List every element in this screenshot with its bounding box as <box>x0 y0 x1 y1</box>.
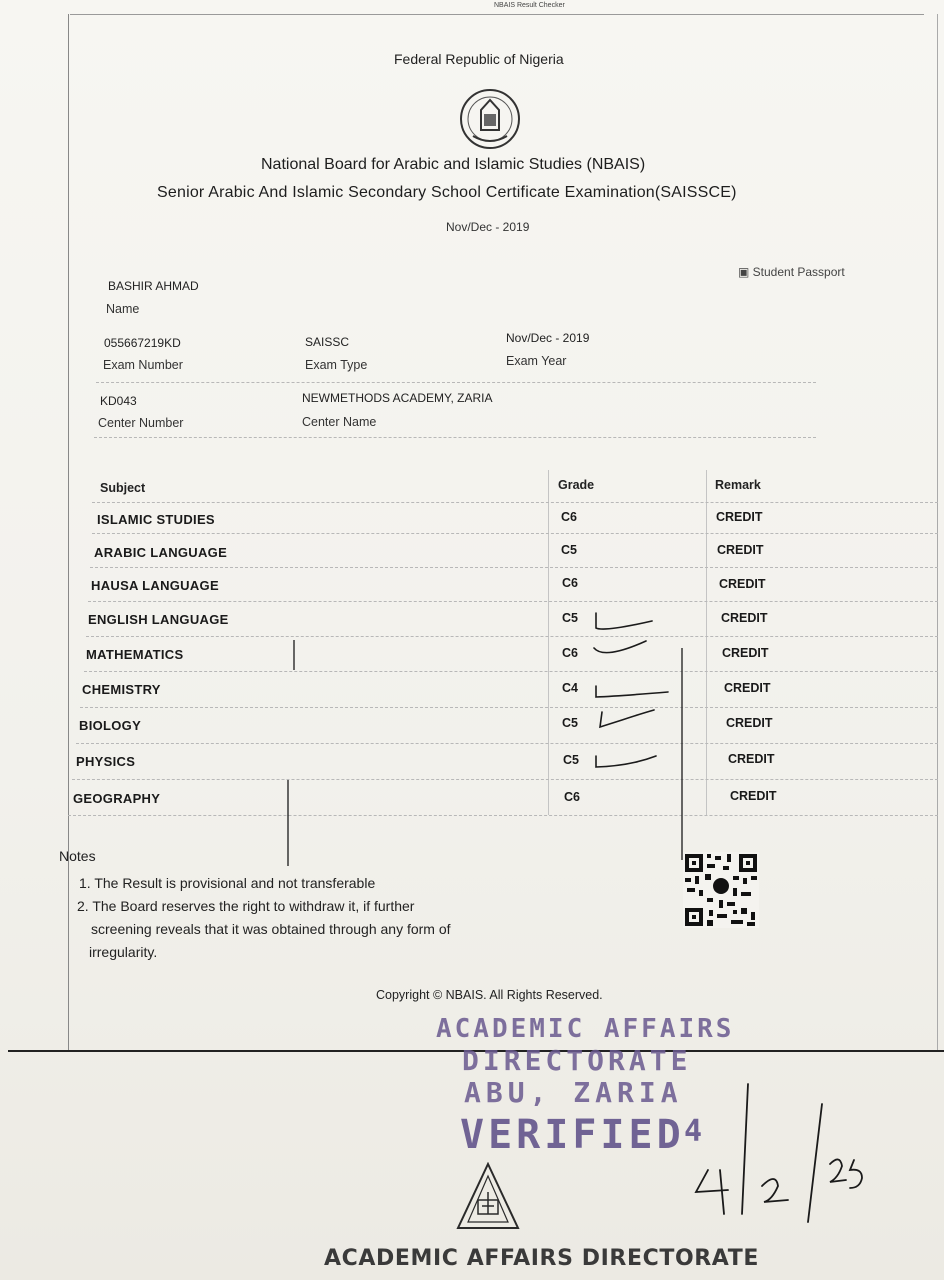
remark-header: Remark <box>715 478 761 492</box>
row-divider <box>92 502 938 503</box>
note-item: 1. The Result is provisional and not transferable <box>79 875 376 891</box>
center-number-label: Center Number <box>98 416 184 430</box>
country-title: Federal Republic of Nigeria <box>394 51 564 67</box>
passport-alt-text: Student Passport <box>752 265 845 279</box>
exam-title: Senior Arabic And Islamic Secondary School Certificate Examination(SAISSCE) <box>157 184 737 201</box>
center-name-label: Center Name <box>302 415 377 429</box>
table-row-remark: CREDIT <box>728 752 775 766</box>
table-row-remark: CREDIT <box>719 577 766 591</box>
row-divider <box>72 779 938 780</box>
table-row-remark: CREDIT <box>722 646 769 660</box>
right-border <box>937 14 938 1050</box>
table-row-remark: CREDIT <box>716 510 763 524</box>
table-row-subject: CHEMISTRY <box>82 682 161 697</box>
name-label: Name <box>106 302 140 316</box>
table-row-remark: CREDIT <box>717 543 764 557</box>
center-name: NEWMETHODS ACADEMY, ZARIA <box>302 391 493 405</box>
handwritten-signature <box>690 1074 890 1224</box>
table-row-grade: C6 <box>562 576 578 590</box>
grade-column-border <box>548 470 549 815</box>
verification-stamp-line1: ACADEMIC AFFAIRS <box>436 1014 735 1044</box>
table-row-subject: ISLAMIC STUDIES <box>97 512 215 527</box>
verified-stamp: VERIFIED <box>460 1112 685 1158</box>
table-row-remark: CREDIT <box>730 789 777 803</box>
row-divider <box>86 636 938 637</box>
divider <box>96 382 816 383</box>
exam-year-label: Exam Year <box>506 354 567 368</box>
table-row-grade: C5 <box>562 611 578 625</box>
table-row-grade: C5 <box>562 716 578 730</box>
nbais-logo-icon <box>459 88 521 150</box>
board-name: National Board for Arabic and Islamic Studies (NBAIS) <box>261 156 646 173</box>
row-divider <box>90 567 938 568</box>
table-row-subject: PHYSICS <box>76 754 136 769</box>
remark-column-border <box>706 470 707 815</box>
table-row-subject: HAUSA LANGUAGE <box>91 578 219 593</box>
grade-header: Grade <box>558 478 595 492</box>
note-item: irregularity. <box>89 944 158 960</box>
center-number: KD043 <box>100 394 137 408</box>
row-divider <box>88 601 938 602</box>
table-row-grade: C6 <box>564 790 580 804</box>
exam-number-label: Exam Number <box>103 358 183 372</box>
table-row-grade: C6 <box>561 510 577 524</box>
exam-number: 055667219KD <box>104 336 181 350</box>
exam-year: Nov/Dec - 2019 <box>506 331 590 345</box>
row-divider <box>80 707 938 708</box>
exam-type-label: Exam Type <box>305 358 368 372</box>
stamp-mark: 4 <box>684 1114 703 1149</box>
row-divider <box>92 533 938 534</box>
table-row-grade: C5 <box>563 753 579 767</box>
row-divider <box>76 743 938 744</box>
exam-session: Nov/Dec - 2019 <box>446 220 530 234</box>
candidate-name: BASHIR AHMAD <box>108 279 199 293</box>
table-row-subject: MATHEMATICS <box>86 647 184 662</box>
table-row-subject: BIOLOGY <box>79 718 142 733</box>
table-row-remark: CREDIT <box>721 611 768 625</box>
table-row-grade: C4 <box>562 681 578 695</box>
top-border <box>70 14 924 15</box>
verification-stamp-line3: ABU, ZARIA <box>464 1076 683 1109</box>
footer-title: ACADEMIC AFFAIRS DIRECTORATE <box>324 1246 759 1271</box>
divider <box>94 437 816 438</box>
left-border <box>68 14 69 1050</box>
verification-stamp-line2: DIRECTORATE <box>462 1044 692 1077</box>
note-item: 2. The Board reserves the right to withdraw it, if further <box>77 898 415 914</box>
note-item: screening reveals that it was obtained through any form of <box>91 921 451 937</box>
student-passport-placeholder: ▣ Student Passport <box>738 265 845 279</box>
qr-code-icon <box>683 852 759 928</box>
row-divider <box>68 815 938 816</box>
notes-title: Notes <box>59 848 96 864</box>
exam-type: SAISSC <box>305 335 350 349</box>
copyright-text: Copyright © NBAIS. All Rights Reserved. <box>376 988 603 1002</box>
table-row-remark: CREDIT <box>724 681 771 695</box>
header-tag: NBAIS Result Checker <box>494 2 565 9</box>
table-row-subject: ARABIC LANGUAGE <box>94 545 228 560</box>
university-emblem-icon <box>456 1162 520 1234</box>
table-row-subject: ENGLISH LANGUAGE <box>88 612 229 627</box>
table-row-subject: GEOGRAPHY <box>73 791 161 806</box>
table-row-grade: C5 <box>561 543 577 557</box>
row-divider <box>84 671 938 672</box>
table-row-grade: C6 <box>562 646 578 660</box>
subject-header: Subject <box>100 481 146 495</box>
table-row-remark: CREDIT <box>726 716 773 730</box>
